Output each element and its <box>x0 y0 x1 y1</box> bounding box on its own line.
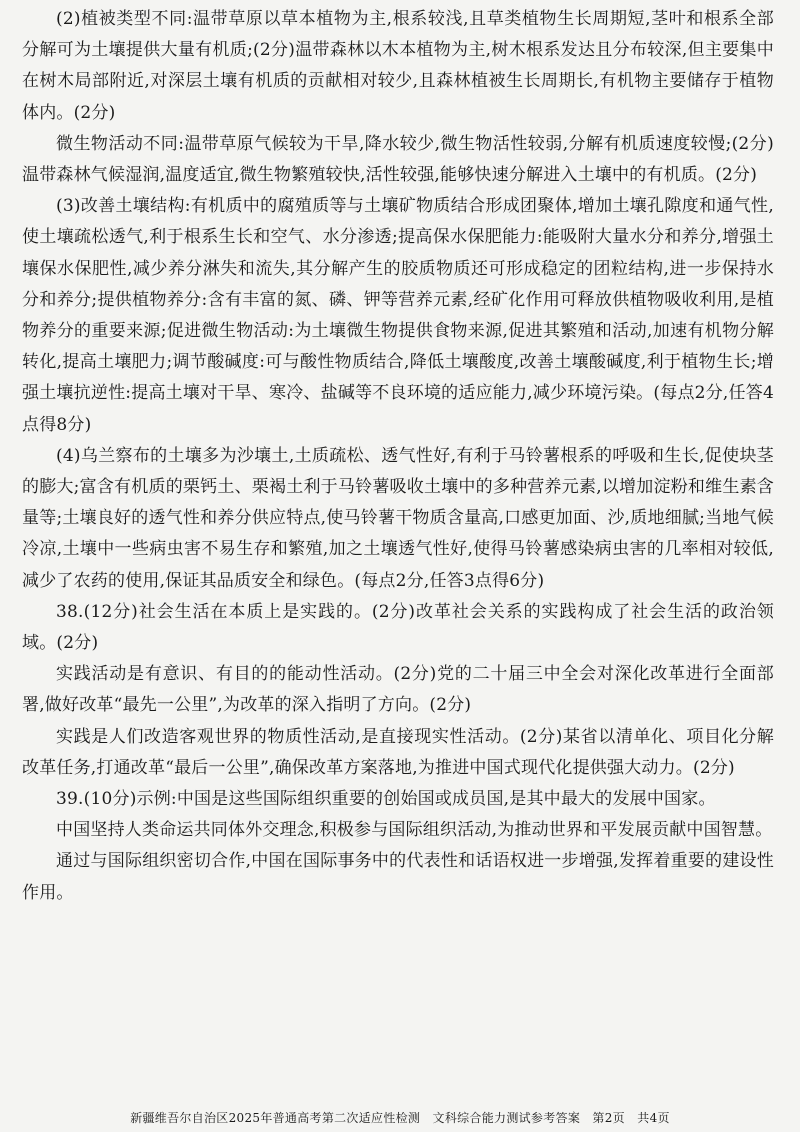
answer-paragraph: 39.(10分)示例:中国是这些国际组织重要的创始国或成员国,是其中最大的发展中国家。 <box>56 789 716 810</box>
answer-paragraph: 实践活动是有意识、有目的的能动性活动。(2分)党的二十届三中全会对深化改革进行全面部署,做好改革“最先一公里”,为改革的深入指明了方向。(2分) <box>22 664 774 716</box>
answer-paragraph: 中国坚持人类命运共同体外交理念,积极参与国际组织活动,为推动世界和平发展贡献中国智慧。 <box>56 820 773 841</box>
answer-paragraph: 通过与国际组织密切合作,中国在国际事务中的代表性和话语权进一步增强,发挥着重要的建设性作用。 <box>22 851 774 903</box>
answer-paragraph: 实践是人们改造客观世界的物质性活动,是直接现实性活动。(2分)某省以清单化、项目化分解改革任务,打通改革“最后一公里”,确保改革方案落地,为推进中国式现代化提供强大动力。(2分) <box>22 726 774 778</box>
answer-paragraph: (3)改善土壤结构:有机质中的腐殖质等与土壤矿物质结合形成团聚体,增加土壤孔隙度和通气性,使土壤疏松透气,利于根系生长和空气、水分渗透;提高保水保肥能力:能吸附大量水分和养分,增强土壤保水保肥性,减少养分淋失和流失,其分解产生的胶质物质还可形成稳定的团粒结构,进一步保持水分和养分;提供植物养分:含有丰富的氮、磷、钾等营养元素,经矿化作用可释放供植物吸收利用,是植物养分的重要来源;促进微生物活动:为土壤微生物提供食物来源,促进其繁殖和活动,加速有机物分解转化,提高土壤肥力;调节酸碱度:可与酸性物质结合,降低土壤酸度,改善土壤酸碱度,利于植物生长;增强土壤抗逆性:提高土壤对干旱、寒冷、盐碱等不良环境的适应能力,减少环境污染。(每点2分,任答4点得8分) <box>22 196 774 435</box>
answer-paragraph: 微生物活动不同:温带草原气候较为干旱,降水较少,微生物活性较弱,分解有机质速度较慢;(2分)温带森林气候湿润,温度适宜,微生物繁殖较快,活性较强,能够快速分解进入土壤中的有机质。(2分) <box>22 133 774 186</box>
answer-paragraph: (4)乌兰察布的土壤多为沙壤土,土质疏松、透气性好,有利于马铃薯根系的呼吸和生长,促使块茎的膨大;富含有机质的栗钙土、栗褐土利于马铃薯吸收土壤中的多种营养元素,以增加淀粉和维生素含量等;土壤良好的透气性和养分供应特点,使马铃薯干物质含量高,口感更加面、沙,质地细腻;当地气候冷凉,土壤中一些病虫害不易生存和繁殖,加之土壤透气性好,使得马铃薯感染病虫害的几率相对较低,减少了农药的使用,保证其品质安全和绿色。(每点2分,任答3点得6分) <box>22 445 774 591</box>
answer-paragraph: 38.(12分)社会生活在本质上是实践的。(2分)改革社会关系的实践构成了社会生活的政治领域。(2分) <box>22 601 774 654</box>
page-footer: 新疆维吾尔自治区2025年普通高考第二次适应性检测 文科综合能力测试参考答案 第2页 共4页 <box>130 1111 670 1125</box>
answer-paragraph: (2)植被类型不同:温带草原以草本植物为主,根系较浅,且草类植物生长周期短,茎叶和根系全部分解可为土壤提供大量有机质;(2分)温带森林以木本植物为主,树木根系发达且分布较深,但主要集中在树木局部附近,对深层土壤有机质的贡献相对较少,且森林植被生长周期长,有机物主要储存于植物体内。(2分) <box>22 9 774 123</box>
